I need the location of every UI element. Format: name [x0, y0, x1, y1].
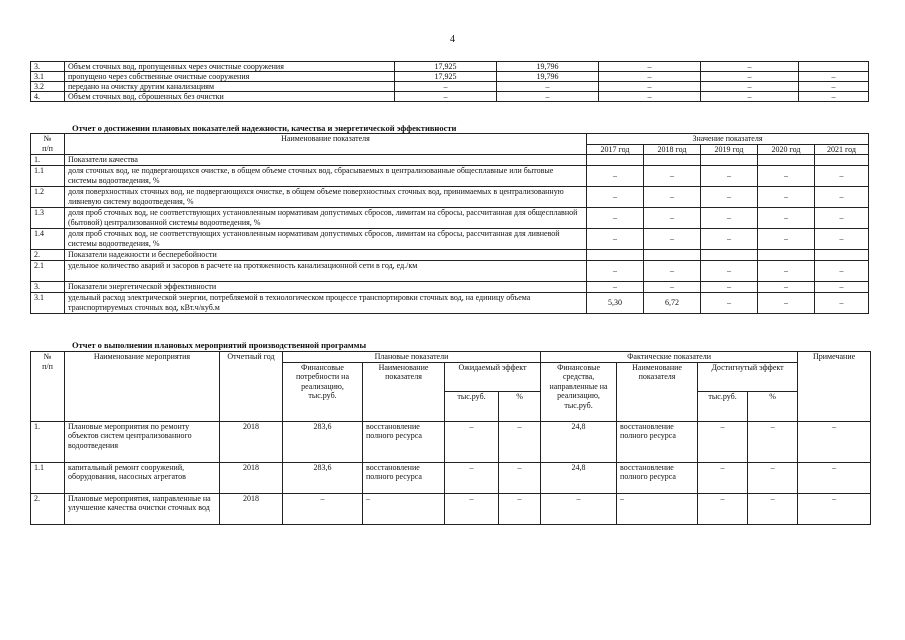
row-num: 2. [31, 250, 65, 261]
row-value: – [644, 282, 701, 293]
row-num: 4. [31, 92, 65, 102]
row-name: Объем сточных вод, сброшенных без очистки [65, 92, 395, 102]
row-value: – [701, 72, 799, 82]
row-value: – [758, 208, 815, 229]
header-expected-trub: тыс.руб. [445, 392, 499, 422]
header-year: 2017 год [587, 144, 644, 155]
row-name: Плановые мероприятия, направленные на улучшение качества очистки сточных вод [65, 493, 220, 524]
row-value: – [644, 166, 701, 187]
row-value: – [644, 208, 701, 229]
row-value: – [587, 208, 644, 229]
header-indicator-actual: Наименование показателя [617, 362, 698, 421]
row-value [758, 250, 815, 261]
table-row [31, 62, 869, 72]
row-fin: – [283, 493, 363, 524]
row-value: – [758, 166, 815, 187]
row-name: передано на очистку другим канализациям [65, 82, 395, 92]
row-value: – [644, 229, 701, 250]
table-row [31, 229, 869, 250]
row-num: 1.2 [31, 187, 65, 208]
program-report-title: Отчет о выполнении плановых мероприятий производственной программы [72, 340, 367, 350]
header-achieved-trub: тыс.руб. [698, 392, 748, 422]
table-row [31, 155, 869, 166]
row-value: – [395, 92, 497, 102]
row-value: – [497, 92, 599, 102]
row-fact: – [541, 493, 617, 524]
row-value: – [599, 72, 701, 82]
row-achieved-trub: – [698, 421, 748, 462]
header-expected-effect: Ожидаемый эффект [445, 362, 541, 392]
row-value: – [815, 166, 869, 187]
row-name: доля сточных вод, не подвергающихся очистке, в общем объеме сточных вод, сбрасываемых в централизованные общесплавные или бытовые системы водоотведения, % [65, 166, 587, 187]
page-number: 4 [450, 34, 455, 45]
table-row [31, 261, 869, 282]
row-indicator: восстановление полного ресурса [363, 421, 445, 462]
row-indicator-actual: восстановление полного ресурса [617, 421, 698, 462]
row-num: 3.1 [31, 72, 65, 82]
table-row [31, 208, 869, 229]
row-value: – [758, 229, 815, 250]
row-fin: 283,6 [283, 462, 363, 493]
row-value [799, 62, 869, 72]
header-num: № п/п [31, 352, 65, 422]
row-indicator-actual: восстановление полного ресурса [617, 462, 698, 493]
row-value [701, 155, 758, 166]
row-value: – [587, 187, 644, 208]
row-name: доля проб сточных вод, не соответствующих установленным нормативам допустимых сбросов, лимитам на сбросы, рассчитанная для общесплавной (бытовой) централизованной системы водоотведения, % [65, 208, 587, 229]
header-expected-pct: % [499, 392, 541, 422]
row-expected-pct: – [499, 421, 541, 462]
row-achieved-pct: – [748, 421, 798, 462]
row-value [815, 250, 869, 261]
row-num: 3.2 [31, 82, 65, 92]
row-value: – [701, 293, 758, 314]
row-year: 2018 [220, 421, 283, 462]
row-expected-pct: – [499, 462, 541, 493]
row-value: – [599, 82, 701, 92]
row-num: 3. [31, 282, 65, 293]
row-value: – [758, 293, 815, 314]
row-note: – [798, 462, 871, 493]
row-fact: 24,8 [541, 462, 617, 493]
row-name: Показатели надежности и бесперебойности [65, 250, 587, 261]
header-year: 2018 год [644, 144, 701, 155]
row-value: – [815, 208, 869, 229]
header-indicator: Наименование показателя [363, 362, 445, 421]
row-num: 2. [31, 493, 65, 524]
table-row [31, 493, 871, 524]
wastewater-volume-table [30, 61, 869, 102]
row-value: – [815, 293, 869, 314]
program-measures-table [30, 351, 871, 525]
header-report-year: Отчетный год [220, 352, 283, 422]
row-value: – [701, 92, 799, 102]
row-name: Показатели энергетической эффективности [65, 282, 587, 293]
header-fin-need: Финансовые потребности на реализацию, тыс.руб. [283, 362, 363, 421]
row-value: – [644, 187, 701, 208]
row-year: 2018 [220, 493, 283, 524]
row-value: 19,796 [497, 62, 599, 72]
row-indicator: восстановление полного ресурса [363, 462, 445, 493]
header-note: Примечание [798, 352, 871, 422]
row-value: – [587, 261, 644, 282]
row-value [701, 250, 758, 261]
row-value: – [815, 187, 869, 208]
row-value: – [587, 166, 644, 187]
header-actual: Фактические показатели [541, 352, 798, 363]
row-num: 1.1 [31, 462, 65, 493]
row-value: – [799, 72, 869, 82]
header-indicator-name: Наименование показателя [65, 134, 587, 155]
row-fin: 283,6 [283, 421, 363, 462]
row-fact: 24,8 [541, 421, 617, 462]
header-planned: Плановые показатели [283, 352, 541, 363]
table-row [31, 282, 869, 293]
row-name: удельный расход электрической энергии, потребляемой в технологическом процессе транспортировки сточных вод, на единицу объема транспортируемых сточных вод, кВт.ч/куб.м [65, 293, 587, 314]
row-name: Объем сточных вод, пропущенных через очистные сооружения [65, 62, 395, 72]
row-achieved-trub: – [698, 493, 748, 524]
row-value: 17,925 [395, 72, 497, 82]
row-name: Показатели качества [65, 155, 587, 166]
row-value: – [701, 282, 758, 293]
row-num: 1. [31, 155, 65, 166]
row-value [758, 155, 815, 166]
table-row [31, 462, 871, 493]
row-indicator: – [363, 493, 445, 524]
header-indicator-value: Значение показателя [587, 134, 869, 145]
row-value: – [701, 261, 758, 282]
row-value: – [587, 229, 644, 250]
header-year: 2019 год [701, 144, 758, 155]
row-value: 6,72 [644, 293, 701, 314]
row-value: – [701, 82, 799, 92]
header-fin-means: Финансовые средства, направленные на реализацию, тыс.руб. [541, 362, 617, 421]
row-num: 1. [31, 421, 65, 462]
row-value: – [701, 166, 758, 187]
row-value: – [599, 92, 701, 102]
row-value [587, 250, 644, 261]
row-value: – [815, 261, 869, 282]
row-value: – [644, 261, 701, 282]
row-name: пропущено через собственные очистные сооружения [65, 72, 395, 82]
row-value: 5,30 [587, 293, 644, 314]
quality-report-title: Отчет о достижении плановых показателей надежности, качества и энергетической эффективности [72, 123, 457, 133]
row-name: Плановые мероприятия по ремонту объектов систем централизованного водоотведения [65, 421, 220, 462]
row-value: – [758, 187, 815, 208]
table-row [31, 72, 869, 82]
row-value: – [587, 282, 644, 293]
row-name: доля поверхностных сточных вод, не подвергающихся очистке, в общем объеме поверхностных сточных вод, принимаемых в централизованную ливневую систему водоотведения, % [65, 187, 587, 208]
row-value: 19,796 [497, 72, 599, 82]
table-row [31, 166, 869, 187]
row-value: – [815, 282, 869, 293]
row-name: доля проб сточных вод, не соответствующих установленным нормативам допустимых сбросов, лимитам на сбросы, рассчитанная для ливневой системы водоотведения, % [65, 229, 587, 250]
row-num: 1.4 [31, 229, 65, 250]
row-value [587, 155, 644, 166]
row-value: – [799, 82, 869, 92]
header-achieved-pct: % [748, 392, 798, 422]
row-indicator-actual: – [617, 493, 698, 524]
row-num: 3.1 [31, 293, 65, 314]
row-value: – [758, 282, 815, 293]
table-row [31, 421, 871, 462]
row-value: – [701, 208, 758, 229]
row-value [644, 155, 701, 166]
table-row [31, 293, 869, 314]
row-achieved-pct: – [748, 493, 798, 524]
table-row [31, 187, 869, 208]
row-value: – [701, 229, 758, 250]
row-num: 2.1 [31, 261, 65, 282]
header-year: 2020 год [758, 144, 815, 155]
row-num: 3. [31, 62, 65, 72]
row-num: 1.1 [31, 166, 65, 187]
row-note: – [798, 493, 871, 524]
row-note: – [798, 421, 871, 462]
row-value [815, 155, 869, 166]
row-value: – [395, 82, 497, 92]
header-year: 2021 год [815, 144, 869, 155]
row-value: – [497, 82, 599, 92]
row-value: – [758, 261, 815, 282]
table-row [31, 250, 869, 261]
quality-indicators-table [30, 133, 869, 314]
row-num: 1.3 [31, 208, 65, 229]
row-achieved-pct: – [748, 462, 798, 493]
row-value: – [799, 92, 869, 102]
header-achieved-effect: Достигнутый эффект [698, 362, 798, 392]
row-achieved-trub: – [698, 462, 748, 493]
header-num: № п/п [31, 134, 65, 155]
row-value: – [701, 62, 799, 72]
row-expected-pct: – [499, 493, 541, 524]
row-expected-trub: – [445, 462, 499, 493]
row-value: – [599, 62, 701, 72]
row-expected-trub: – [445, 493, 499, 524]
table-row [31, 92, 869, 102]
row-value: – [701, 187, 758, 208]
row-value: – [815, 229, 869, 250]
table-row [31, 82, 869, 92]
row-value: 17,925 [395, 62, 497, 72]
row-name: капитальный ремонт сооружений, оборудования, насосных агрегатов [65, 462, 220, 493]
header-measure-name: Наименование мероприятия [65, 352, 220, 422]
row-year: 2018 [220, 462, 283, 493]
row-expected-trub: – [445, 421, 499, 462]
row-value [644, 250, 701, 261]
row-name: удельное количество аварий и засоров в расчете на протяженность канализационной сети в год, ед./км [65, 261, 587, 282]
